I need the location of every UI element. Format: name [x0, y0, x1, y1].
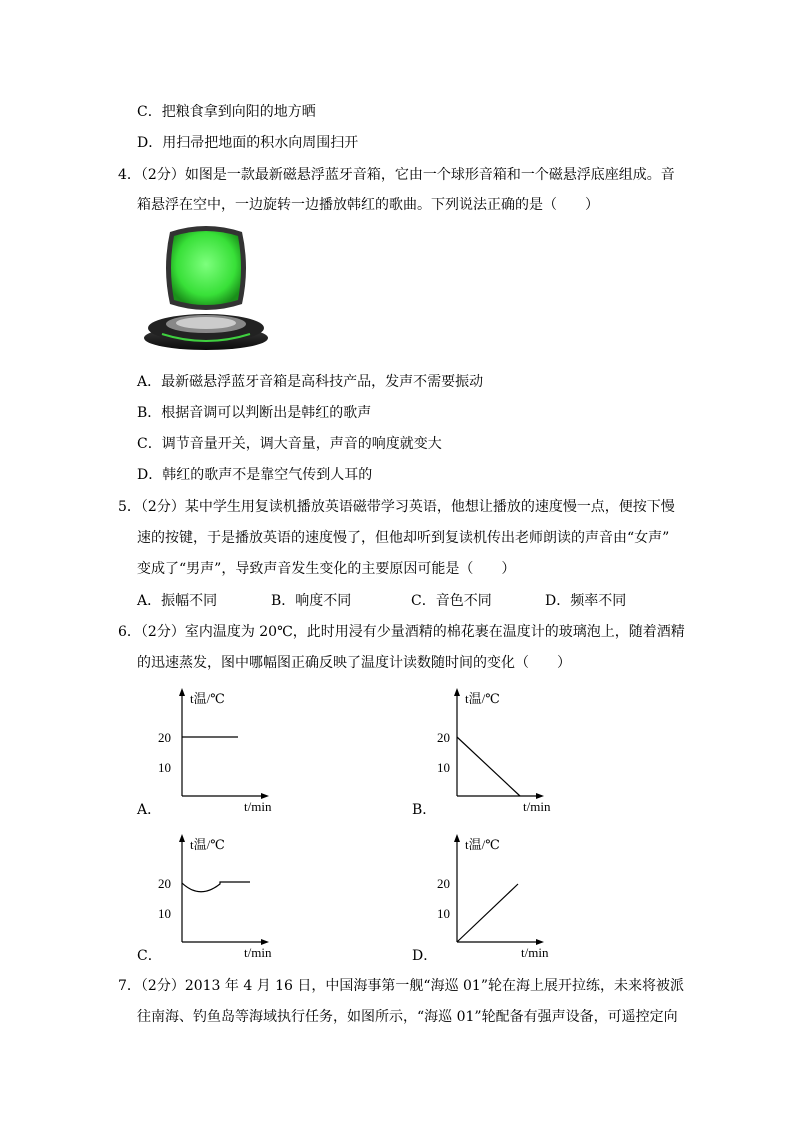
- q7-stem-line-2: 往南海、钓鱼岛等海域执行任务，如图所示，“海巡 01”轮配备有强声设备，可遥控定向: [137, 1009, 678, 1025]
- graph-b-ylabel: t温/℃: [465, 691, 500, 706]
- graph-a-tick-10: 10: [158, 760, 171, 775]
- q6-stem-line-2: 的迅速蒸发，图中哪幅图正确反映了温度计读数随时间的变化（ ）: [137, 655, 571, 671]
- q4-stem-line-2: 箱悬浮在空中，一边旋转一边播放韩红的歌曲。下列说法正确的是（ ）: [137, 197, 599, 213]
- graph-b: [425, 686, 565, 815]
- graph-c-tick-10: 10: [158, 906, 171, 921]
- graph-c: [150, 832, 290, 961]
- q5-option-b: B．响度不同: [271, 593, 352, 609]
- graph-d: [425, 832, 565, 961]
- maglev-speaker-image: [140, 222, 272, 354]
- graph-c-label: C．: [137, 948, 162, 964]
- graph-d-ylabel: t温/℃: [465, 837, 500, 852]
- q5-option-d: D．频率不同: [545, 593, 627, 609]
- q3-option-c: C．把粮食拿到向阳的地方晒: [137, 104, 316, 120]
- graph-d-tick-20: 20: [437, 876, 450, 891]
- q5-stem-line-1: 5．（2分）某中学生用复读机播放英语磁带学习英语，他想让播放的速度慢一点，便按下慢: [118, 499, 675, 515]
- graph-b-tick-20: 20: [437, 730, 450, 745]
- graph-b-tick-10: 10: [437, 760, 450, 775]
- graph-a-ylabel: t温/℃: [190, 691, 225, 706]
- q4-option-a: A．最新磁悬浮蓝牙音箱是高科技产品，发声不需要振动: [137, 374, 484, 390]
- q4-option-c: C．调节音量开关，调大音量，声音的响度就变大: [137, 436, 442, 452]
- q5-option-c: C．音色不同: [411, 593, 492, 609]
- graph-d-xlabel: t/min: [521, 945, 549, 960]
- q4-option-b: B．根据音调可以判断出是韩红的歌声: [137, 405, 372, 421]
- q7-stem-line-1: 7．（2分）2013 年 4 月 16 日，中国海事第一舰“海巡 01”轮在海上展开拉练，未来将被派: [118, 978, 684, 994]
- q4-option-d: D．韩红的歌声不是靠空气传到人耳的: [137, 467, 373, 483]
- q3-option-d: D．用扫帚把地面的积水向周围扫开: [137, 135, 359, 151]
- q5-stem-line-2: 速的按键，于是播放英语的速度慢了，但他却听到复读机传出老师朗读的声音由“女声”: [137, 530, 670, 546]
- q5-option-a: A．振幅不同: [137, 593, 218, 609]
- graph-d-label: D．: [412, 948, 438, 964]
- graph-c-ylabel: t温/℃: [190, 837, 225, 852]
- graph-c-xlabel: t/min: [244, 945, 272, 960]
- graph-b-xlabel: t/min: [523, 799, 551, 814]
- graph-d-curve: [457, 884, 518, 942]
- graph-d-tick-10: 10: [437, 906, 450, 921]
- graph-b-curve: [457, 737, 520, 796]
- graph-a: [150, 686, 290, 815]
- graph-a-label: A．: [137, 802, 162, 818]
- graph-a-xlabel: t/min: [244, 799, 272, 814]
- graph-c-tick-20: 20: [158, 876, 171, 891]
- q6-stem-line-1: 6．（2分）室内温度为 20℃，此时用浸有少量酒精的棉花裹在温度计的玻璃泡上，随着酒精: [118, 624, 685, 640]
- graph-b-label: B．: [412, 802, 437, 818]
- q5-stem-line-3: 变成了“男声”，导致声音发生变化的主要原因可能是（ ）: [137, 561, 516, 577]
- graph-a-tick-20: 20: [158, 730, 171, 745]
- graph-c-curve: [182, 882, 250, 892]
- q4-stem-line-1: 4．（2分）如图是一款最新磁悬浮蓝牙音箱，它由一个球形音箱和一个磁悬浮底座组成。音: [118, 167, 675, 183]
